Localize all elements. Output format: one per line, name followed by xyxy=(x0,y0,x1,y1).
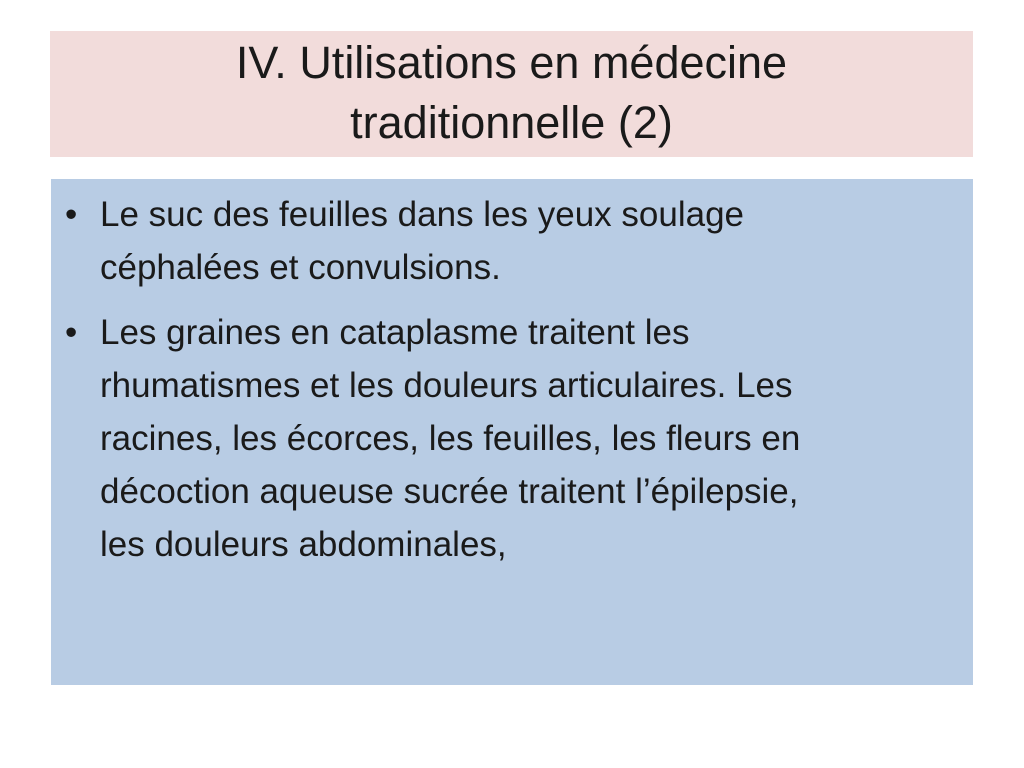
bullet-2-line-5: les douleurs abdominales, xyxy=(100,525,507,564)
bullet-2-line-3: racines, les écorces, les feuilles, les fleurs en xyxy=(100,419,801,458)
bullet-icon: • xyxy=(65,313,78,352)
slide-body-box xyxy=(51,179,973,685)
bullet-1-line-2: céphalées et convulsions. xyxy=(100,248,501,287)
bullet-icon: • xyxy=(65,195,78,234)
slide-title-banner xyxy=(50,31,973,157)
bullet-1-line-1: Le suc des feuilles dans les yeux soulage xyxy=(100,195,745,234)
slide-title-line-2: traditionnelle (2) xyxy=(350,97,673,148)
slide-title-line-1: IV. Utilisations en médecine xyxy=(235,37,788,88)
bullet-item-2 xyxy=(65,306,953,571)
bullet-2-line-1: Les graines en cataplasme traitent les xyxy=(100,313,690,352)
bullet-2-line-2: rhumatismes et les douleurs articulaires. Les xyxy=(100,366,793,405)
bullet-text-2 xyxy=(100,306,953,571)
bullet-2-line-4: décoction aqueuse sucrée traitent l’épilepsie, xyxy=(100,472,799,511)
bullet-text-1 xyxy=(100,188,953,294)
bullet-item-1 xyxy=(65,188,953,294)
